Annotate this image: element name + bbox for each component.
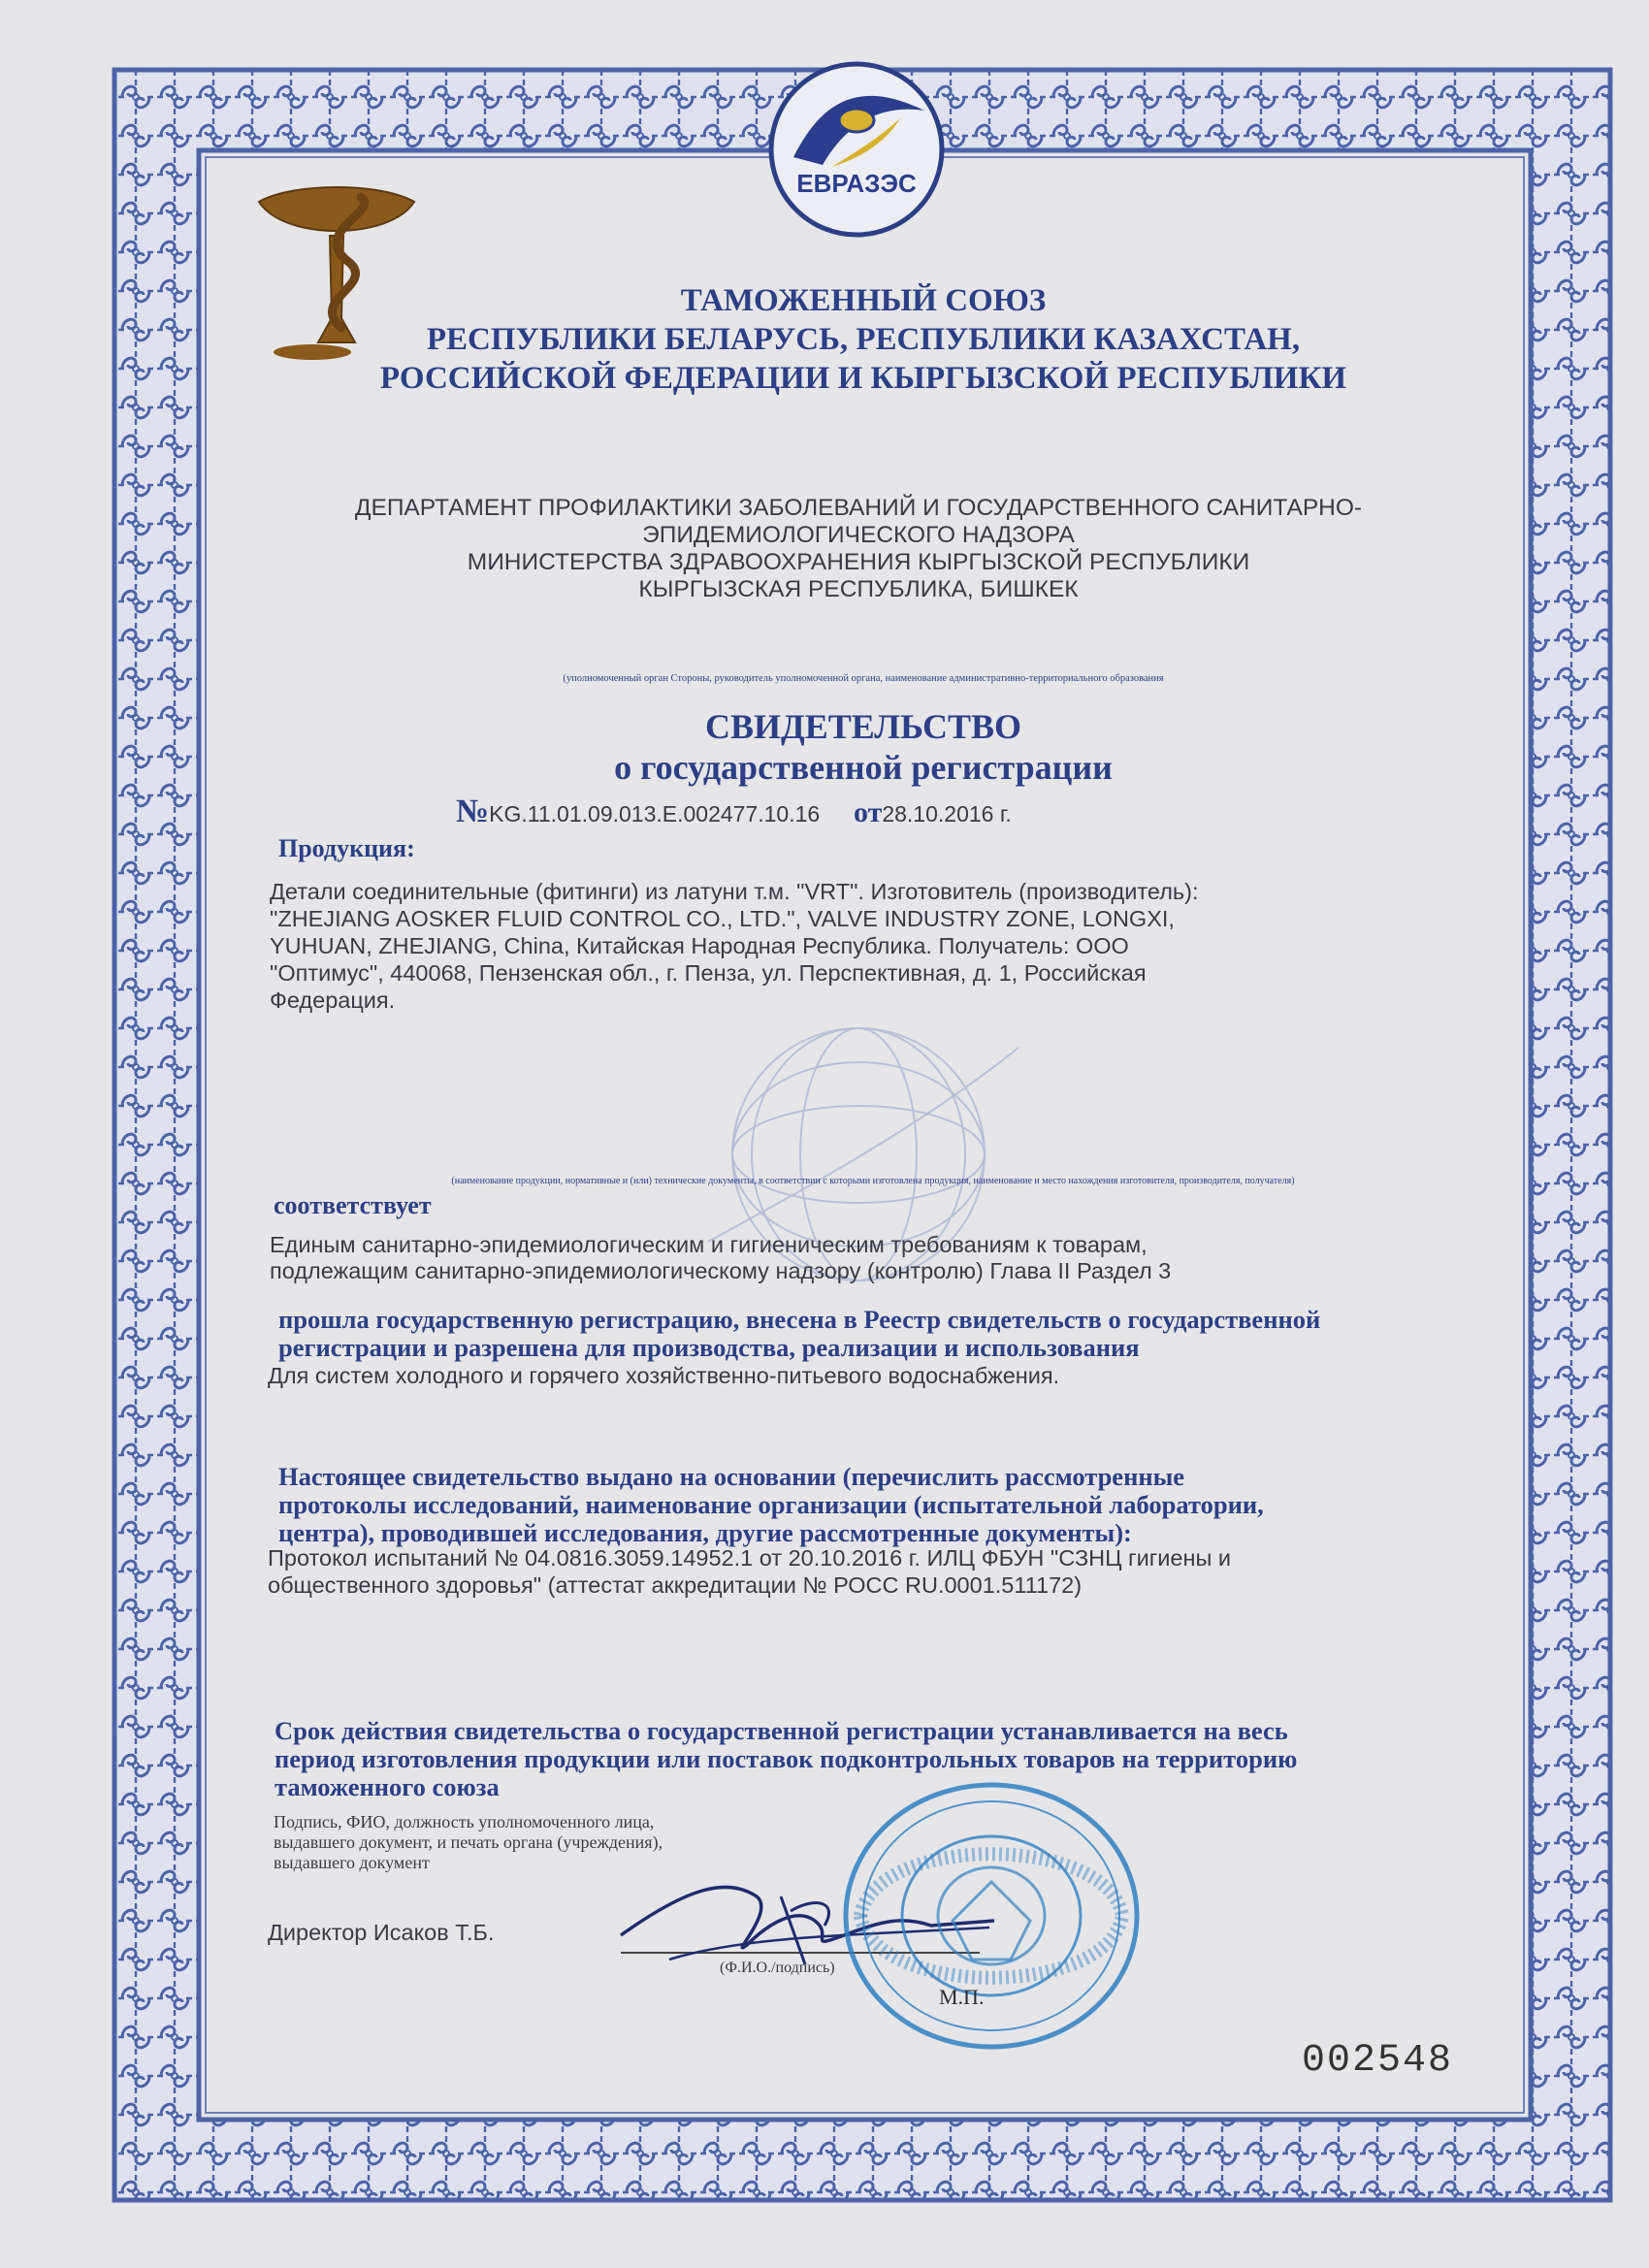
- compliance-line-2: подлежащим санитарно-эпидемиологическому надзору (контролю) Глава II Раздел 3: [270, 1258, 1172, 1283]
- authority-line-4: КЫРГЫЗСКАЯ РЕСПУБЛИКА, БИШКЕК: [638, 576, 1079, 602]
- product-line-3: YUHUAN, ZHEJIANG, China, Китайская Народная Республика. Получатель: ООО: [270, 933, 1129, 958]
- compliance-line-1: Единым санитарно-эпидемиологическим и гигиеническим требованиям к товарам,: [270, 1232, 1148, 1257]
- certificate-number: KG.11.01.09.013.E.002477.10.16: [489, 801, 821, 826]
- compliance-heading: соответствует: [274, 1191, 432, 1219]
- authority-line-3: МИНИСТЕРСТВА ЗДРАВООХРАНЕНИЯ КЫРГЫЗСКОЙ РЕСПУБЛИКИ: [467, 549, 1250, 575]
- number-label: №: [456, 794, 490, 829]
- union-line-1: ТАМОЖЕННЫЙ СОЮЗ: [680, 283, 1047, 318]
- product-line-5: Федерация.: [270, 988, 396, 1013]
- subtitle: о государственной регистрации: [614, 748, 1113, 787]
- basis-text: [268, 1544, 1490, 1599]
- registration-line-2: регистрации и разрешена для производства, реализации и использования: [278, 1333, 1140, 1362]
- authority-line-1: ДЕПАРТАМЕНТ ПРОФИЛАКТИКИ ЗАБОЛЕВАНИЙ И ГОСУДАРСТВЕННОГО САНИТАРНО-: [354, 495, 1363, 521]
- union-line-3: РОССИЙСКОЙ ФЕДЕРАЦИИ И КЫРГЫЗСКОЙ РЕСПУБЛИКИ: [379, 361, 1347, 396]
- product-line-2: "ZHEJIANG AOSKER FLUID CONTROL CO., LTD.", VALVE INDUSTRY ZONE, LONGXI,: [270, 906, 1175, 931]
- registration-line-1: прошла государственную регистрацию, внесена в Реестр свидетельств о государственной: [278, 1305, 1321, 1334]
- basis-line-1: Настоящее свидетельство выдано на основании (перечислить рассмотренные: [278, 1462, 1185, 1491]
- basis-text-line-2: общественного здоровья" (аттестат аккредитации № РОСС RU.0001.511172): [268, 1572, 1083, 1598]
- signature-caption-line-3: выдавшего документ: [274, 1853, 430, 1872]
- basis-heading: [278, 1463, 1501, 1547]
- basis-line-2: протоколы исследований, наименование организации (испытательной лаборатории,: [278, 1490, 1264, 1519]
- certificate-title: [262, 706, 1465, 788]
- validity-line-3: таможенного союза: [275, 1772, 500, 1801]
- official-seal-stamp-icon: [836, 1775, 1147, 2057]
- certificate-date: 28.10.2016 г.: [882, 801, 1012, 826]
- compliance-text: [270, 1232, 1434, 1284]
- validity-line-1: Срок действия свидетельства о государственной регистрации устанавливается на весь: [275, 1716, 1288, 1745]
- signature-caption-line-2: выдавшего документ, и печать органа (учреждения),: [274, 1832, 663, 1852]
- authority-caption: (уполномоченный орган Стороны, руководитель уполномоченной органа, наименование административно-территориального образования: [563, 673, 1164, 684]
- product-text: [270, 878, 1434, 1014]
- eurasec-emblem-icon: [755, 60, 958, 240]
- product-line-1: Детали соединительные (фитинги) из латуни т.м. "VRT". Изготовитель (производитель):: [270, 879, 1199, 904]
- basis-text-line-1: Протокол испытаний № 04.0816.3059.14952.1 от 20.10.2016 г. ИЛЦ ФБУН "СЗНЦ гигиены и: [268, 1545, 1232, 1571]
- product-line-4: "Оптимус", 440068, Пензенская обл., г. Пенза, ул. Перспективная, д. 1, Российская: [270, 960, 1147, 986]
- validity-line-2: период изготовления продукции или поставок подконтрольных товаров на территорию: [275, 1744, 1298, 1773]
- issuing-authority: [233, 495, 1484, 603]
- registration-text: Для систем холодного и горячего хозяйственно-питьевого водоснабжения.: [268, 1363, 1060, 1388]
- signature-caption: [274, 1812, 817, 1873]
- title: СВИДЕТЕЛЬСТВО: [704, 707, 1022, 746]
- date-label: от: [853, 796, 883, 828]
- basis-line-3: центра), проводившей исследования, другие рассмотренные документы):: [278, 1518, 1132, 1547]
- product-heading: Продукция:: [278, 834, 415, 862]
- product-caption: (наименование продукции, нормативные и (или) технические документы, в соответствии с которыми изготовлена продукция, наименование и место нахождения изготовителя, производителя, получателя): [451, 1176, 1295, 1186]
- union-line-2: РЕСПУБЛИКИ БЕЛАРУСЬ, РЕСПУБЛИКИ КАЗАХСТАН,: [426, 322, 1301, 357]
- signature-caption-line-1: Подпись, ФИО, должность уполномоченного лица,: [274, 1812, 655, 1831]
- customs-union-heading: [262, 281, 1465, 398]
- certificate-number-row: [456, 794, 1329, 830]
- fio-caption: (Ф.И.О./подпись): [720, 1960, 835, 1976]
- mp-label: М.П.: [939, 1985, 985, 2009]
- authority-line-2: ЭПИДЕМИОЛОГИЧЕСКОГО НАДЗОРА: [642, 522, 1075, 548]
- registration-heading: [278, 1306, 1501, 1362]
- emblem-label: ЕВРАЗЭС: [796, 169, 917, 198]
- serial-number: 002548: [1302, 2039, 1454, 2083]
- signer-name: Директор Исаков Т.Б.: [268, 1920, 495, 1945]
